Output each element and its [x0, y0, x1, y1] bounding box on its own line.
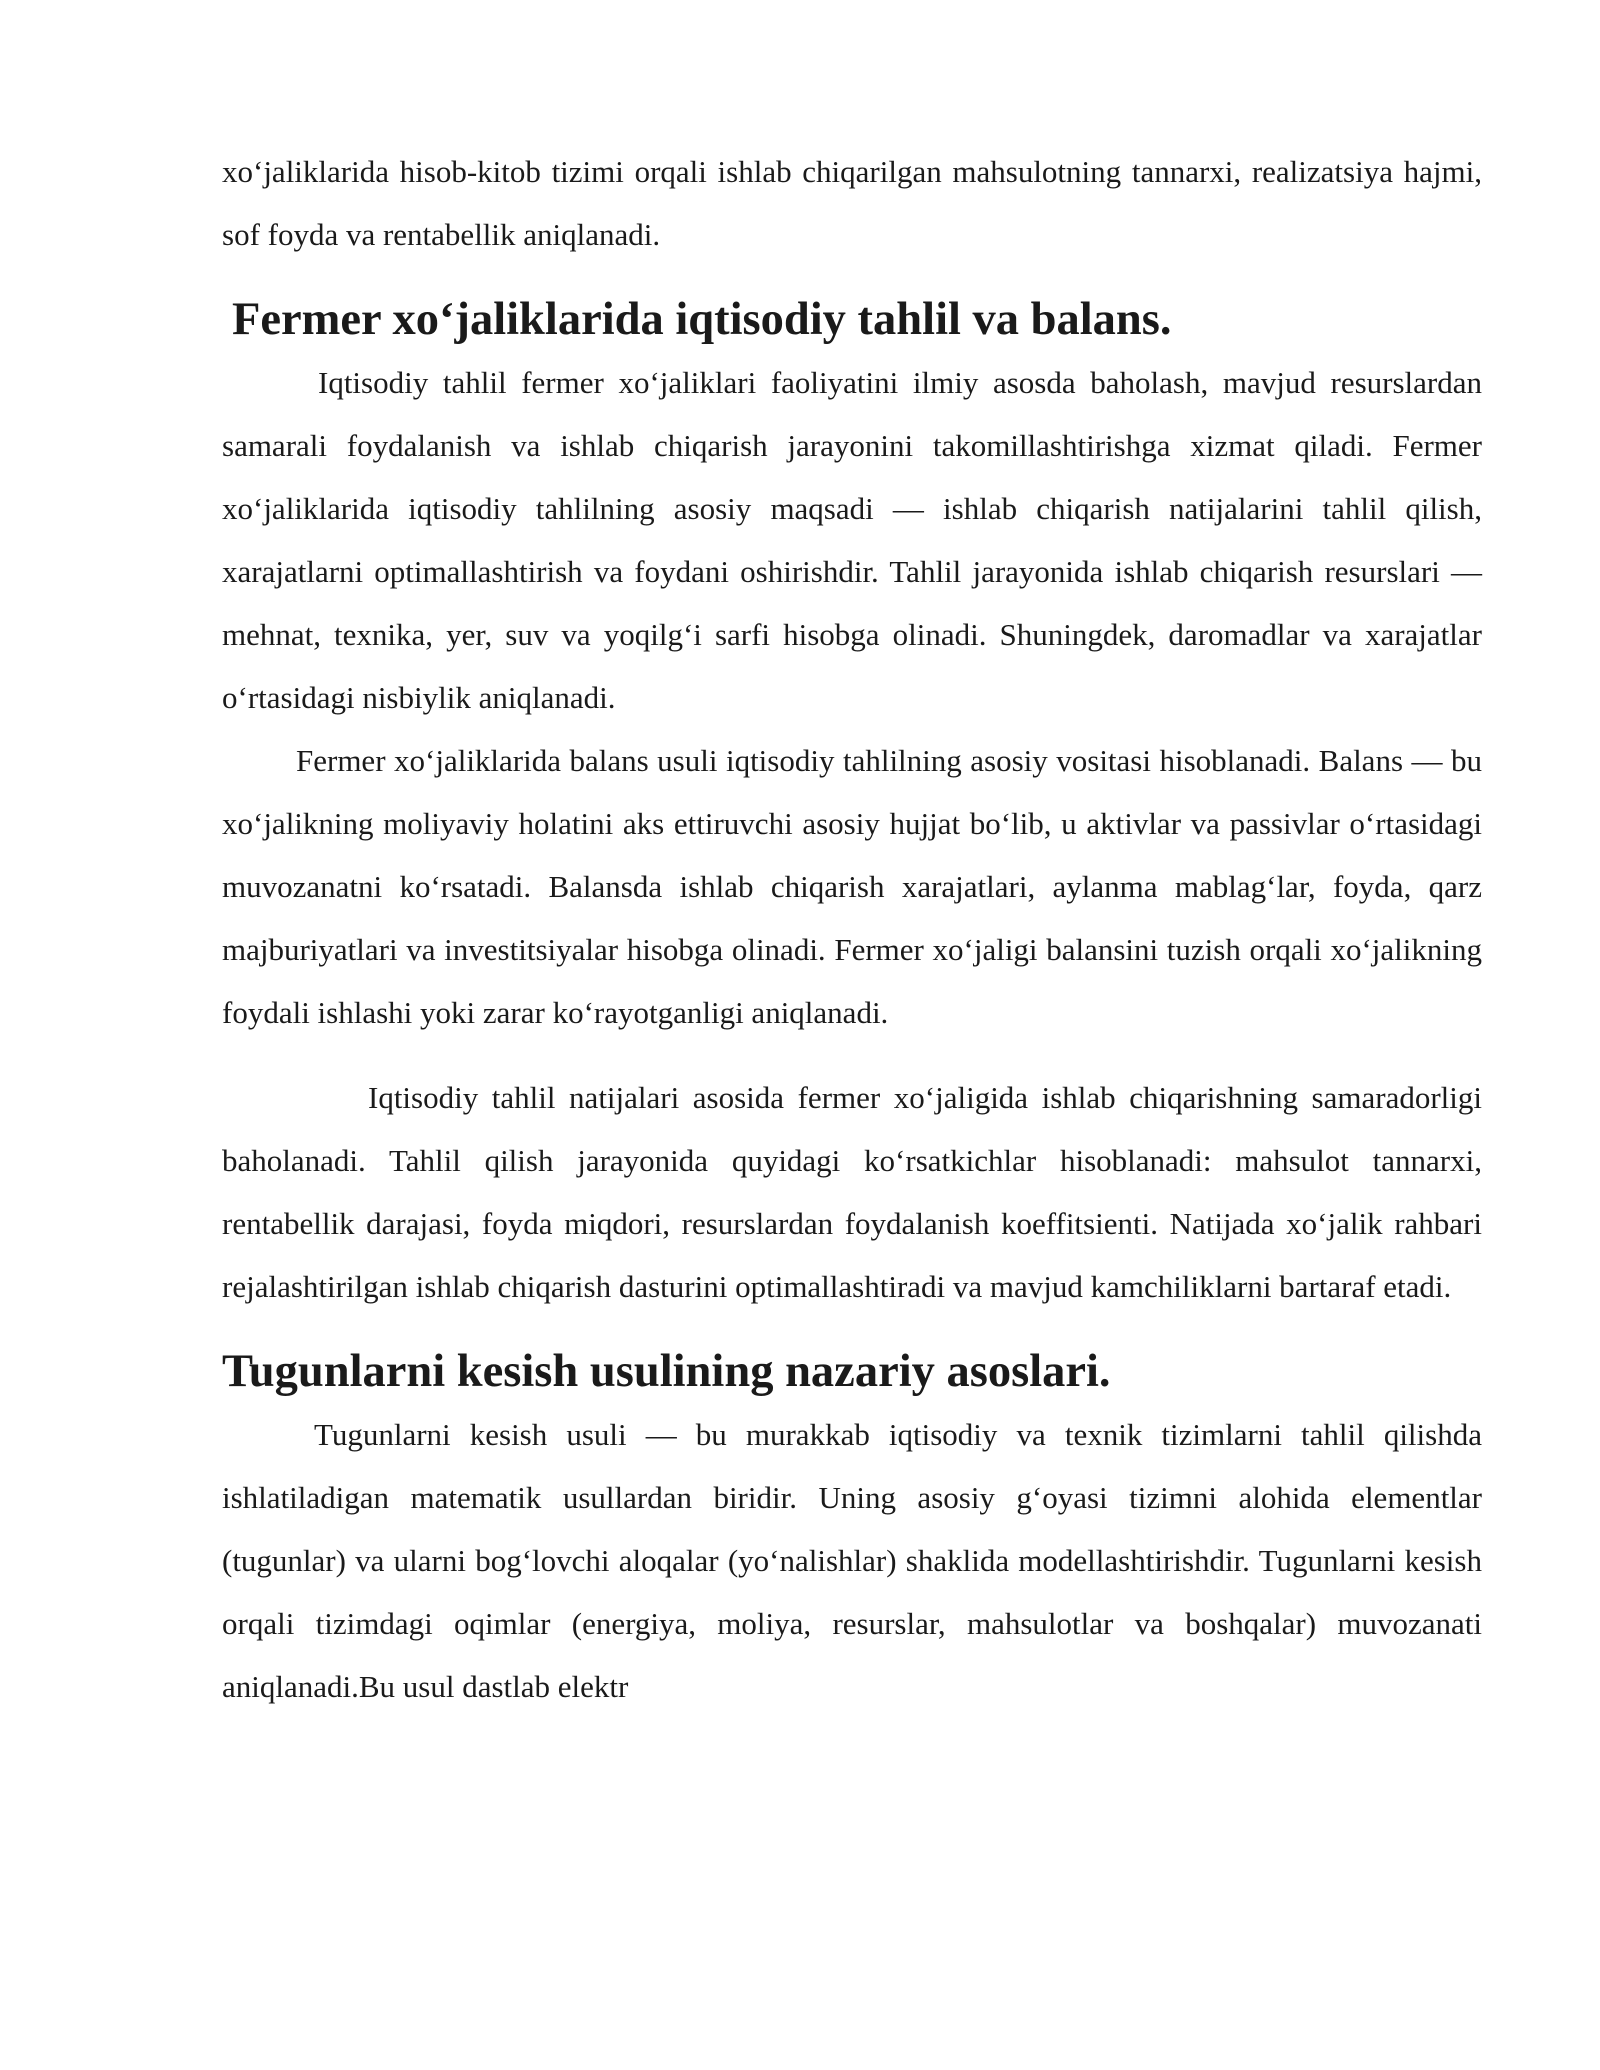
paragraph-analysis-results: Iqtisodiy tahlil natijalari asosida fermer xo‘jaligida ishlab chiqarishning samaradorligi baholanadi. Tahlil qilish jarayonida quyidagi ko‘rsatkichlar hisoblanadi: mahsulot tannarxi, rentabellik darajasi, foyda miqdori, resurslardan foydalanish koeffitsienti. Natijada xo‘jalik rahbari rejalashtirilgan ishlab chiqarish dasturini optimallashtiradi va mavjud kamchiliklarni bartaraf etadi. [222, 1080, 1482, 1304]
paragraph-economic-analysis: Iqtisodiy tahlil fermer xo‘jaliklari faoliyatini ilmiy asosda baholash, mavjud resurslardan samarali foydalanish va ishlab chiqarish jarayonini takomillashtirishga xizmat qiladi. Fermer xo‘jaliklarida iqtisodiy tahlilning asosiy maqsadi — ishlab chiqarish natijalarini tahlil qilish, xarajatlarni optimallashtirish va foydani oshirishdir. Tahlil jarayonida ishlab chiqarish resurslari — mehnat, texnika, yer, suv va yoqilg‘i sarfi hisobga olinadi. Shuningdek, daromadlar va xarajatlar o‘rtasidagi nisbiylik aniqlanadi. [222, 365, 1482, 715]
document-page [222, 140, 1482, 1718]
intro-paragraph: xo‘jaliklarida hisob-kitob tizimi orqali ishlab chiqarilgan mahsulotning tannarxi, realizatsiya hajmi, sof foyda va rentabellik aniqlanadi. [222, 154, 1482, 252]
paragraph-balance-method: Fermer xo‘jaliklarida balans usuli iqtisodiy tahlilning asosiy vositasi hisoblanadi. Balans — bu xo‘jalikning moliyaviy holatini aks ettiruvchi asosiy hujjat bo‘lib, u aktivlar va passivlar o‘rtasidagi muvozanatni ko‘rsatadi. Balansda ishlab chiqarish xarajatlari, aylanma mablag‘lar, foyda, qarz majburiyatlari va investitsiyalar hisobga olinadi. Fermer xo‘jaligi balansini tuzish orqali xo‘jalikning foydali ishlashi yoki zarar ko‘rayotganligi aniqlanadi. [222, 743, 1482, 1030]
paragraph-node-cutting-method: Tugunlarni kesish usuli — bu murakkab iqtisodiy va texnik tizimlarni tahlil qilishda ishlatiladigan matematik usullardan biridir. Uning asosiy g‘oyasi tizimni alohida elementlar (tugunlar) va ularni bog‘lovchi aloqalar (yo‘nalishlar) shaklida modellashtirishdir. Tugunlarni kesish orqali tizimdagi oqimlar (energiya, moliya, resurslar, mahsulotlar va boshqalar) muvozanati aniqlanadi.Bu usul dastlab elektr [222, 1417, 1482, 1704]
section-heading-node-cutting: Tugunlarni kesish usulining nazariy asoslari. [222, 1346, 1111, 1397]
section-heading-economic-analysis: Fermer xo‘jaliklarida iqtisodiy tahlil va balans. [232, 294, 1172, 345]
